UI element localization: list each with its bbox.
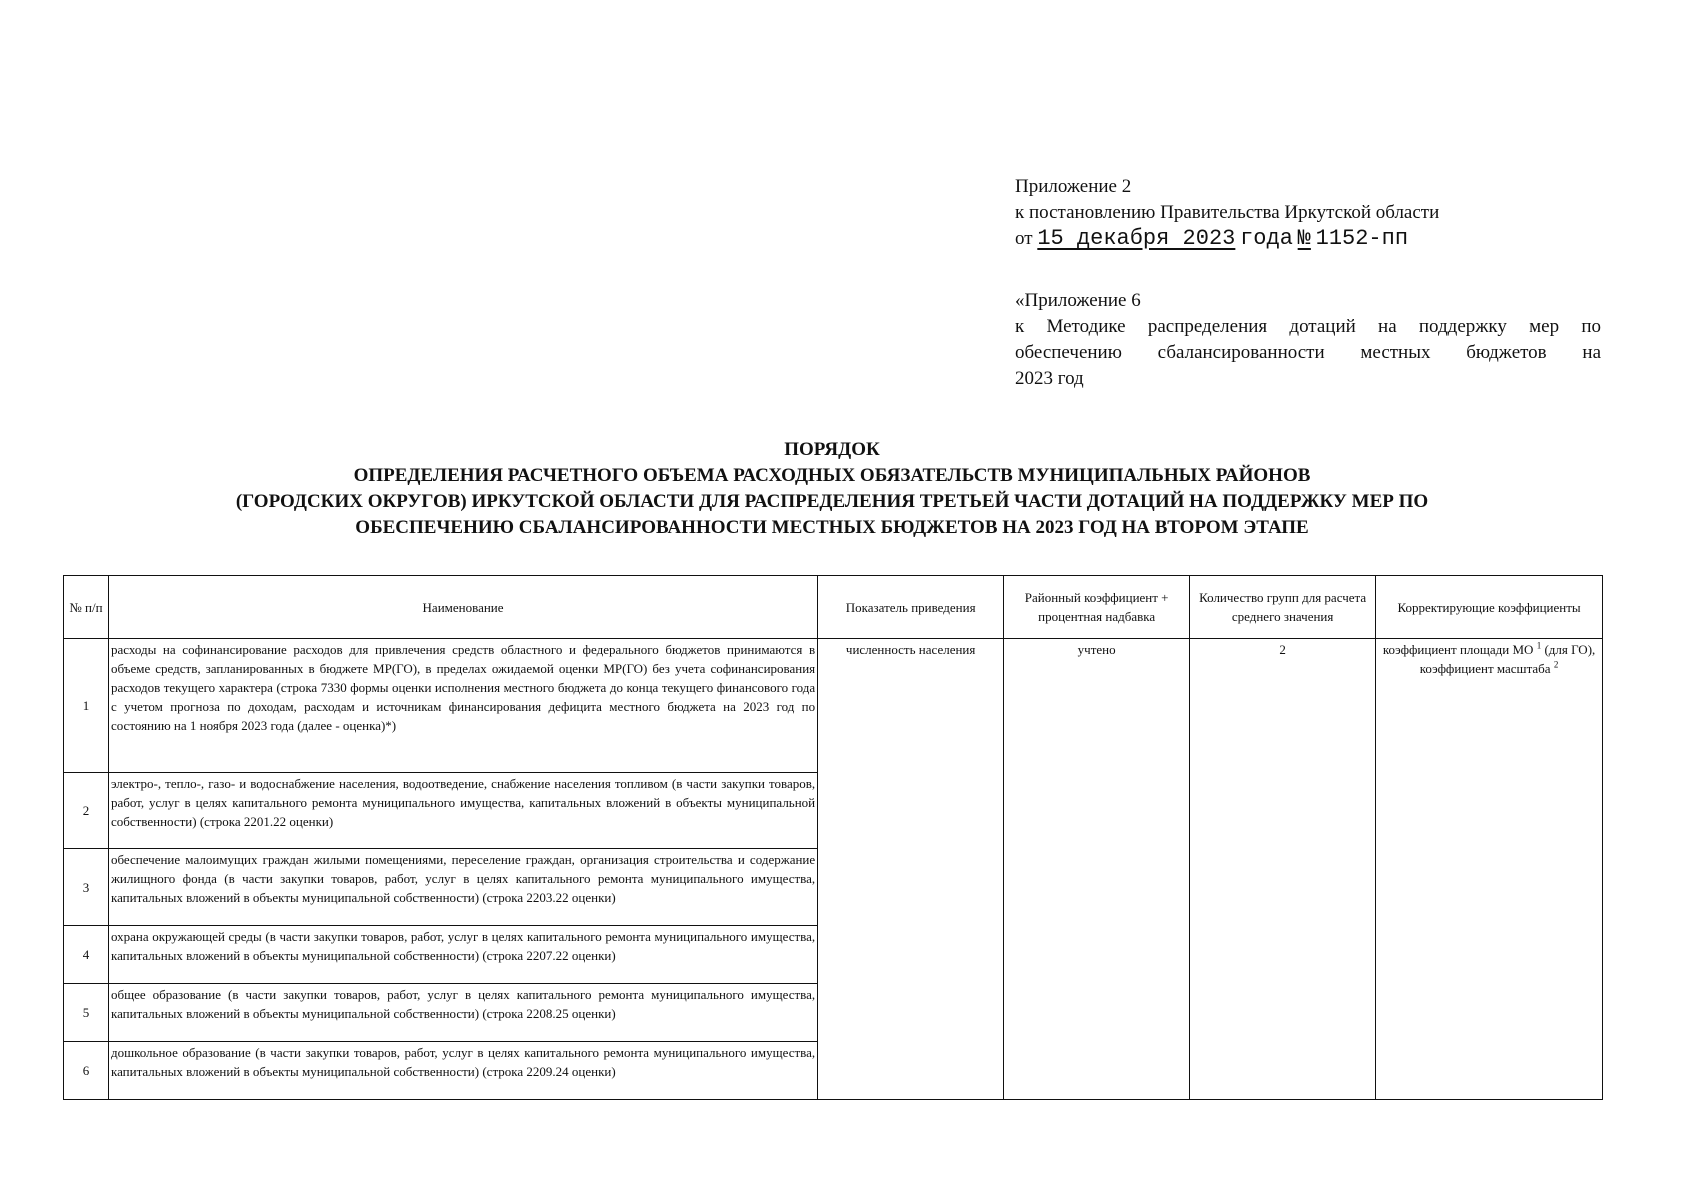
year-word: года [1240,226,1293,251]
annex-header [1015,288,1601,392]
header-correction: Корректирующие коэффициенты [1376,576,1603,639]
indicator-cell: численность населения [818,639,1004,1100]
title-line-2: ОПРЕДЕЛЕНИЯ РАСЧЕТНОГО ОБЪЕМА РАСХОДНЫХ ОБЯЗАТЕЛЬСТВ МУНИЦИПАЛЬНЫХ РАЙОНОВ [353,465,1311,486]
row-number: 1 [64,639,109,773]
row-name: обеспечение малоимущих граждан жилыми помещениями, переселение граждан, организация строительства и содержание жилищного фонда (в части закупки товаров, работ, услуг в целях капитального ремонта муниципального имущества, капитальных вложений в объекты муниципальной собственности) (строка 2203.22 оценки) [108,849,817,926]
header-groups: Количество групп для расчета среднего значения [1190,576,1376,639]
header-coef: Районный коэффициент + процентная надбавка [1004,576,1190,639]
row-name: дошкольное образование (в части закупки товаров, работ, услуг в целях капитального ремонта муниципального имущества, капитальных вложений в объекты муниципальной собственности) (строка 2209.24 оценки) [108,1042,817,1100]
footnote-1-marker: 1 [1536,640,1542,651]
row-name: электро-, тепло-, газо- и водоснабжение населения, водоотведение, снабжение населения топливом (в части закупки товаров, работ, услуг в целях капитального ремонта муниципального имущества, капитальных вложений в объекты муниципальной собственности) (строка 2201.22 оценки) [108,773,817,849]
footnote-2-marker: 2 [1553,659,1559,670]
header-num: № п/п [64,576,109,639]
title-line-3: (ГОРОДСКИХ ОКРУГОВ) ИРКУТСКОЙ ОБЛАСТИ ДЛЯ РАСПРЕДЕЛЕНИЯ ТРЕТЬЕЙ ЧАСТИ ДОТАЦИЙ НА ПОДДЕРЖКУ МЕР ПО [235,491,1429,512]
header-indicator: Показатель приведения [818,576,1004,639]
title-line-4: ОБЕСПЕЧЕНИЮ СБАЛАНСИРОВАННОСТИ МЕСТНЫХ БЮДЖЕТОВ НА 2023 ГОД НА ВТОРОМ ЭТАПЕ [355,517,1309,538]
correction-cell [1376,639,1603,1100]
row-name: общее образование (в части закупки товаров, работ, услуг в целях капитального ремонта муниципального имущества, капитальных вложений в объекты муниципальной собственности) (строка 2208.25 оценки) [108,984,817,1042]
resolution-header [1015,174,1601,252]
row-number: 3 [64,849,109,926]
annex-title: «Приложение 6 [1015,290,1141,311]
annex-line-1: к Методике распределения дотаций на поддержку мер по [1015,316,1601,337]
resolution-date-line [1015,226,1601,252]
from-prefix: от [1015,228,1033,249]
coef-cell: учтено [1004,639,1190,1100]
row-name: охрана окружающей среды (в части закупки товаров, работ, услуг в целях капитального ремонта муниципального имущества, капитальных вложений в объекты муниципальной собственности) (строка 2207.22 оценки) [108,926,817,984]
row-number: 5 [64,984,109,1042]
correction-part-2: (для ГО), коэффициент масштаба [1419,642,1596,676]
number-sign: № [1297,226,1311,251]
annex-line-3: 2023 год [1015,368,1084,389]
correction-part-1: коэффициент площади МО [1382,642,1534,657]
expenditure-table [63,575,1603,1100]
resolution-number: 1152-пп [1315,226,1409,251]
row-name: расходы на софинансирование расходов для привлечения средств областного и федерального бюджетов принимаются в объеме средств, запланированных в бюджете МР(ГО), в пределах ожидаемой оценки МР(ГО) без учета софинансирования расходов текущего характера (строка 7330 формы оценки исполнения местного бюджета до конца текущего финансового года с учетом прогноза по доходам, расходам и источникам финансирования дефицита местного бюджета на 2023 год по состоянию на 1 ноября 2023 года (далее - оценка)*) [108,639,817,773]
resolution-ref: к постановлению Правительства Иркутской области [1015,202,1440,223]
document-title [60,437,1604,541]
table-header-row [64,576,1603,639]
row-number: 2 [64,773,109,849]
annex-line-2: обеспечению сбалансированности местных бюджетов на [1015,342,1601,363]
resolution-date: 15 декабря 2023 [1037,226,1236,251]
row-number: 4 [64,926,109,984]
title-line-1: ПОРЯДОК [784,439,880,460]
header-name: Наименование [108,576,817,639]
groups-cell: 2 [1190,639,1376,1100]
row-number: 6 [64,1042,109,1100]
appendix-label: Приложение 2 [1015,176,1132,197]
table-row [64,639,1603,773]
